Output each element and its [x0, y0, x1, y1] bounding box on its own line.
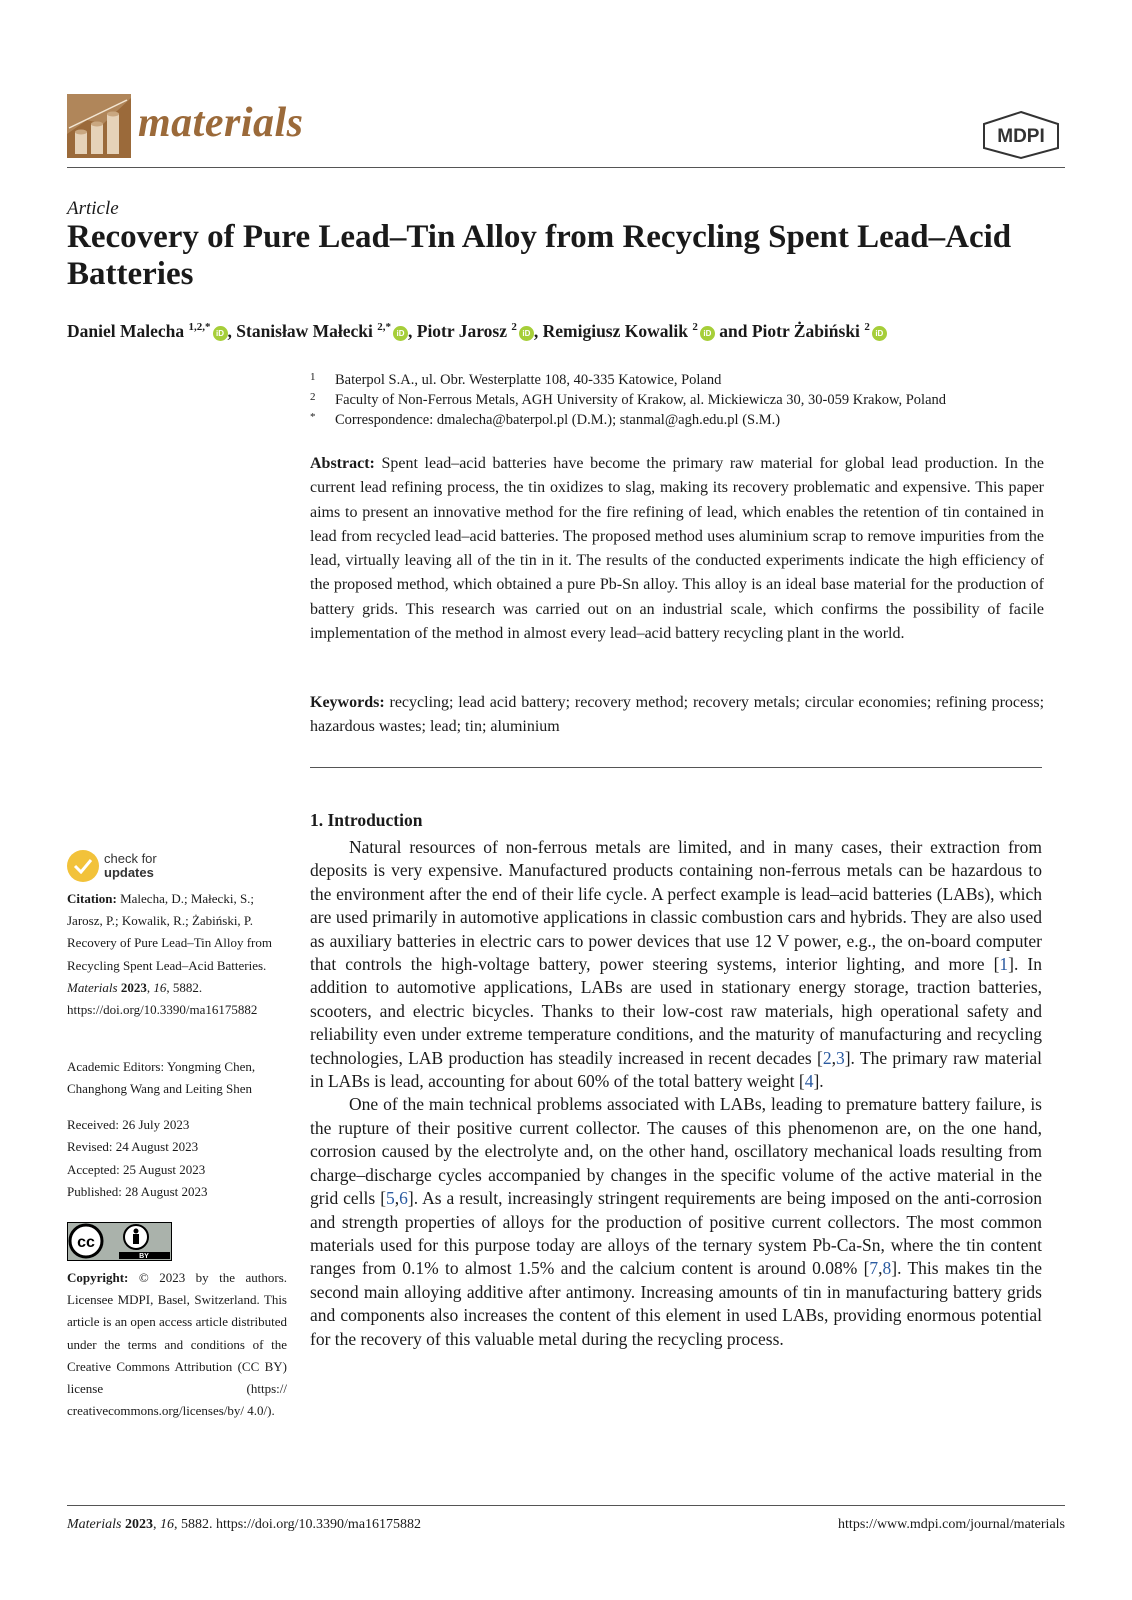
author-separator: ,	[533, 321, 543, 341]
abstract-text: Spent lead–acid batteries have become the primary raw material for global lead production. In the current lead refining process, the tin oxidizes to slag, making its recovery problematic and expensive. This paper aims to present an innovative method for the fire refining of lead, which enables the retention of tin contained in lead from recycled lead–acid batteries. The proposed method uses aluminium scrap to remove impurities from the lead, virtually leaving all of the tin in it. The results of the conducted experiments indicate the high efficiency of the proposed method, which obtained a pure Pb-Sn alloy. This alloy is an ideal base material for the production of battery grids. This research was carried out on an industrial scale, which confirms the possibility of facile implementation of the method in almost every lead–acid battery recycling plant in the world.	[310, 455, 1044, 643]
orcid-icon[interactable]: iD	[213, 326, 228, 341]
check-updates-line2: updates	[104, 865, 154, 880]
check-updates-line1: check for	[104, 851, 157, 866]
date-line: Revised: 24 August 2023	[67, 1139, 199, 1155]
affiliation-text: Baterpol S.A., ul. Obr. Westerplatte 108, 40-335 Katowice, Poland	[335, 372, 722, 388]
check-for-updates-button[interactable]	[67, 850, 207, 886]
author-affiliation-mark: 2,*	[377, 321, 391, 333]
abstract-divider	[310, 767, 1042, 768]
citation-year: 2023	[120, 979, 147, 995]
author-name[interactable]: Remigiusz Kowalik	[542, 321, 688, 341]
citation-volume: 16	[153, 979, 167, 995]
footer-divider	[67, 1505, 1065, 1506]
introduction-body	[310, 836, 1042, 1351]
citation-ref-link[interactable]: 4	[804, 1071, 814, 1092]
journal-name: materials	[138, 100, 304, 146]
orcid-icon[interactable]: iD	[519, 326, 534, 341]
paragraph-text: ]. This makes tin the second main alloying additive after antimony. Increasing amounts of tin in manufacturing battery grids and components also increases the content of this element in used LABs, providing enormous potential for the recovery of this valuable metal during the recycling process.	[310, 1258, 1042, 1349]
affiliations	[310, 370, 1070, 430]
copyright-text: © 2023 by the authors. Licensee MDPI, Basel, Switzerland. This article is an open access article distributed under the terms and conditions of the Creative Commons Attribution (CC BY) license (https:// creativecommons.org/licenses/by/ 4.0/).	[67, 1270, 288, 1419]
affiliation-mark: 2	[310, 391, 316, 403]
affiliation-item	[310, 370, 1070, 390]
author-name[interactable]: Daniel Malecha	[67, 321, 185, 341]
cc-by-license-icon[interactable]	[67, 1222, 172, 1261]
citation-text: Malecha, D.; Małecki, S.; Jarosz, P.; Kowalik, R.; Żabiński, P. Recovery of Pure Lead–Tin Alloy from Recycling Spent Lead–Acid Batteries.	[67, 891, 272, 973]
paragraph-text: ,	[831, 1047, 836, 1068]
author-list	[67, 315, 1067, 343]
affiliation-item	[310, 410, 1070, 430]
author-affiliation-mark: 2	[692, 321, 698, 333]
citation-doi[interactable]: , 5882. https://doi.org/10.3390/ma16175882	[67, 979, 258, 1018]
mdpi-logo-icon	[980, 110, 1062, 160]
header-divider	[67, 167, 1065, 168]
paragraph-text: ,	[394, 1188, 400, 1209]
orcid-icon[interactable]: iD	[700, 326, 715, 341]
citation-ref-link[interactable]: 6	[399, 1188, 408, 1209]
footer-year: 2023	[124, 1517, 153, 1532]
paragraph-text: ]. In addition to automotive applications, LABs are used in stationary energy storage, traction batteries, scooters, and electric bicycles. Thanks to their low-cost raw materials, high operational safety and reliability even under extreme temperature conditions, and the maturity of manufacturing and recycling technologies, LAB production has steadily increased in recent decades [	[310, 954, 1043, 1068]
paragraph-text: ]. As a result, increasingly stringent requirements are being imposed on the anti-corrosion and strength properties of alloys for the production of positive current collectors. The most common materials used for this purpose today are alloys of the ternary system Pb-Ca-Sn, where the tin content ranges from 0.1% to almost 1.5% and the calcium content is around 0.08% [	[310, 1188, 1042, 1279]
citation-label: Citation:	[67, 891, 117, 906]
paragraph-text: ]. The primary raw material in LABs is lead, accounting for about 60% of the total battery weight [	[310, 1047, 1042, 1092]
date-line: Accepted: 25 August 2023	[67, 1161, 206, 1177]
affiliation-text: Faculty of Non-Ferrous Metals, AGH University of Krakow, al. Mickiewicza 30, 30-059 Krakow, Poland	[335, 392, 947, 408]
footer-journal: Materials	[67, 1517, 122, 1532]
footer-journal-url[interactable]: https://www.mdpi.com/journal/materials	[838, 1517, 1065, 1532]
abstract-label: Abstract:	[310, 455, 375, 472]
keywords	[310, 691, 1044, 740]
copyright-notice	[67, 1267, 287, 1422]
affiliation-mark: *	[310, 411, 316, 423]
paragraph-text: ,	[878, 1258, 883, 1279]
citation-ref-link[interactable]: 5	[386, 1188, 395, 1209]
date-line: Published: 28 August 2023	[67, 1184, 208, 1200]
cc-by-label: BY	[139, 1253, 149, 1260]
paragraph-text: ].	[813, 1071, 824, 1092]
journal-logo-icon	[67, 94, 131, 158]
affiliation-text: Correspondence: dmalecha@baterpol.pl (D.M.); stanmal@agh.edu.pl (S.M.)	[335, 412, 781, 428]
author-affiliation-mark: 1,2,*	[188, 321, 211, 333]
paragraph	[310, 1093, 1042, 1350]
author-name[interactable]: Piotr Jarosz	[416, 321, 507, 341]
citation-block: Citation: Malecha, D.; Małecki, S.; Jarosz, P.; Kowalik, R.; Żabiński, P. Recovery of Pure Lead–Tin Alloy from Recycling Spent Lead–Acid Batteries. Materials 2023, 16, 5882. https://doi.org/10.3390/ma16175882	[67, 891, 272, 1018]
author-name[interactable]: Stanisław Małecki	[236, 321, 373, 341]
footer-doi-link[interactable]: , 5882. https://doi.org/10.3390/ma16175882	[173, 1517, 422, 1532]
section-heading: 1. Introduction	[310, 810, 423, 830]
citation-ref-link[interactable]: 7	[869, 1258, 879, 1279]
author-separator: ,	[227, 321, 237, 341]
citation-ref-link[interactable]: 8	[882, 1258, 892, 1279]
keywords-label: Keywords:	[310, 694, 385, 711]
check-updates-icon	[67, 850, 99, 882]
article-type: Article	[67, 198, 119, 219]
author-name[interactable]: Piotr Żabiński	[751, 321, 860, 341]
date-line: Received: 26 July 2023	[67, 1117, 190, 1132]
citation-ref-link[interactable]: 1	[999, 954, 1009, 975]
citation-ref-link[interactable]: 3	[835, 1047, 845, 1068]
orcid-icon[interactable]: iD	[393, 326, 408, 341]
copyright-label: Copyright:	[67, 1270, 129, 1285]
academic-editors: Academic Editors: Yongming Chen, Changhong Wang and Leiting Shen	[67, 1059, 256, 1097]
author-separator: ,	[408, 321, 417, 341]
affiliation-mark: 1	[310, 371, 316, 383]
author-affiliation-mark: 2	[511, 321, 517, 333]
paragraph-text: Natural resources of non-ferrous metals are limited, and in many cases, their extraction from deposits is very expensive. Manufactured products containing non-ferrous metals can be hazardous to the environment after the end of their life cycle. A perfect example is lead–acid batteries (LABs), which are used primarily in automotive applications in classic combustion cars and hybrids. They are also used as auxiliary batteries in electric cars to power devices that use 12 V power, e.g., the on-board computer that controls the high-voltage battery, power steering systems, interior lighting, and more [	[310, 837, 1042, 975]
citation-journal: Materials	[67, 979, 118, 995]
svg-text:cc: cc	[77, 1234, 95, 1251]
paper-title: Recovery of Pure Lead–Tin Alloy from Recycling Spent Lead–Acid Batteries	[67, 219, 1012, 292]
paragraph	[310, 836, 1042, 1093]
keywords-text: recycling; lead acid battery; recovery method; recovery metals; circular economies; refining process; hazardous wastes; lead; tin; aluminium	[310, 694, 1045, 736]
publication-dates	[67, 1114, 287, 1204]
footer-citation: Materials 2023, 16, 5882. https://doi.org/10.3390/ma16175882	[67, 1517, 422, 1532]
affiliation-item	[310, 390, 1070, 410]
abstract	[310, 452, 1044, 646]
orcid-icon[interactable]: iD	[872, 326, 887, 341]
author-separator: and	[714, 321, 752, 341]
author-affiliation-mark: 2	[864, 321, 870, 333]
mdpi-logo-text: MDPI	[997, 126, 1045, 147]
footer-volume: 16	[159, 1517, 174, 1532]
citation-ref-link[interactable]: 2	[822, 1047, 832, 1068]
paragraph-text: One of the main technical problems associated with LABs, leading to premature battery failure, is the rupture of their positive current collector. The causes of this phenomenon are, on the one hand, corrosion caused by the electrolyte and, on the other hand, oscillatory mechanical loads resulting from charge–discharge cycles accompanied by changes in the specific volume of the active material in the grid cells [	[310, 1094, 1042, 1209]
